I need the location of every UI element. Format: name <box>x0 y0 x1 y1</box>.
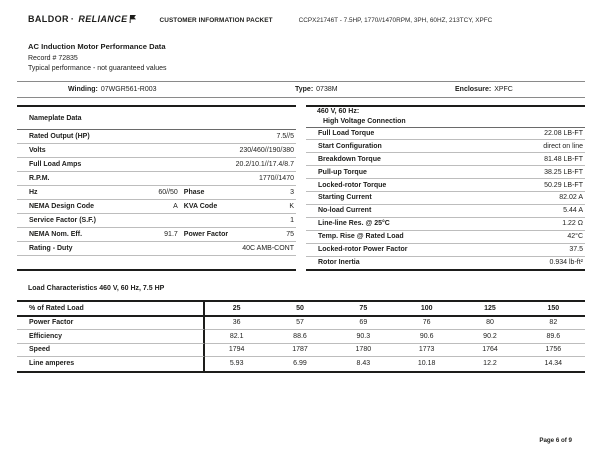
row-label: Service Factor (S.F.) <box>29 217 96 224</box>
load-header-label: % of Rated Load <box>17 302 205 317</box>
winding-value: 07WGR561-R003 <box>100 86 157 93</box>
load-row-value: 14.34 <box>544 360 563 368</box>
row-value: 42°C <box>567 233 583 241</box>
row-label: Locked-rotor Power Factor <box>318 246 408 254</box>
enclosure-label: Enclosure: <box>455 86 492 93</box>
load-table-header-row <box>17 302 585 317</box>
nameplate-pair <box>29 189 178 196</box>
connection-rows <box>306 128 585 270</box>
nameplate-row <box>17 214 296 228</box>
connection-row <box>306 166 585 179</box>
type-label: Type: <box>295 86 314 93</box>
row-value: 1 <box>290 217 294 224</box>
load-table-row <box>17 317 585 331</box>
row-label: Full Load Amps <box>29 161 82 168</box>
row-value: K <box>289 203 294 210</box>
load-row-value: 1780 <box>332 344 395 358</box>
row-value: 1770//1470 <box>258 175 294 182</box>
nameplate-pair <box>184 189 294 196</box>
product-spec: CCPX21746T - 7.5HP, 1770//1470RPM, 3PH, 60HZ, 213TCY, XPFC <box>298 17 493 24</box>
load-row-value: 89.6 <box>522 330 585 344</box>
load-row-value: 10.18 <box>417 360 436 368</box>
row-value: 50.29 LB-FT <box>544 181 583 189</box>
load-row-label: Power Factor <box>17 317 205 331</box>
connection-title-line1: 460 V, 60 Hz: <box>317 108 360 115</box>
nameplate-row <box>17 144 296 158</box>
connection-section-title <box>306 107 585 128</box>
row-label: Full Load Torque <box>318 130 375 138</box>
row-value: 60//50 <box>158 189 178 196</box>
nameplate-row <box>17 186 296 200</box>
row-label: Breakdown Torque <box>318 155 381 163</box>
nameplate-row <box>17 172 296 186</box>
row-label: NEMA Nom. Eff. <box>29 231 83 238</box>
row-value: 40C AMB-CONT <box>242 245 294 252</box>
load-header-value: 150 <box>522 302 585 317</box>
load-table-row <box>17 357 585 371</box>
row-label: R.P.M. <box>29 175 50 182</box>
logo-baldor-text: BALDOR <box>28 14 69 24</box>
connection-row <box>306 205 585 218</box>
load-table-body <box>17 317 585 371</box>
load-characteristics-title: Load Characteristics 460 V, 60 Hz, 7.5 HP <box>28 285 165 292</box>
packet-title: CUSTOMER INFORMATION PACKET <box>159 17 273 24</box>
load-table-row <box>17 344 585 358</box>
row-value: 230/460//190/380 <box>239 147 294 154</box>
title-block <box>28 42 585 72</box>
row-value: 22.08 LB-FT <box>544 130 583 138</box>
row-label: Hz <box>29 189 38 196</box>
load-row-value: 1787 <box>268 344 331 358</box>
page-header <box>17 14 585 24</box>
nameplate-rows <box>17 130 296 256</box>
load-row-value: 8.43 <box>356 360 371 368</box>
load-table-row <box>17 330 585 344</box>
type-cell <box>295 86 455 93</box>
row-value: 0.934 lb-ft² <box>549 259 583 267</box>
load-characteristics-table <box>17 300 585 373</box>
row-label: Rating - Duty <box>29 245 73 252</box>
row-value: 20.2/10.1//17.4/8.7 <box>235 161 294 168</box>
nameplate-column <box>17 105 296 271</box>
nameplate-row <box>17 130 296 144</box>
enclosure-value: XPFC <box>494 86 513 93</box>
row-value: 91.7 <box>164 231 178 238</box>
row-label: Locked-rotor Torque <box>318 181 387 189</box>
row-value: A <box>173 203 178 210</box>
connection-title-line2: High Voltage Connection <box>323 117 406 125</box>
connection-row <box>306 140 585 153</box>
baldor-reliance-logo <box>28 14 136 24</box>
record-number: Record # 72835 <box>28 54 78 62</box>
row-value: 1.22 Ω <box>562 220 583 228</box>
row-label: Volts <box>29 147 46 154</box>
row-value: 82.02 A <box>559 194 583 202</box>
nameplate-pair <box>29 203 178 210</box>
row-label: KVA Code <box>183 203 218 210</box>
winding-cell <box>68 86 295 93</box>
row-label: Pull-up Torque <box>318 168 367 176</box>
load-row-value: 1773 <box>395 344 458 358</box>
load-row-value: 90.3 <box>332 330 395 344</box>
load-row-value: 36 <box>205 317 268 331</box>
winding-label: Winding: <box>68 86 98 93</box>
row-value: 81.48 LB-FT <box>544 155 583 163</box>
nameplate-spacer <box>17 256 296 269</box>
logo-separator-dot: · <box>70 14 75 24</box>
load-header-value: 100 <box>395 302 458 317</box>
load-header-value: 50 <box>268 302 331 317</box>
connection-row <box>306 128 585 141</box>
load-row-value: 80 <box>458 317 521 331</box>
load-row-value: 6.99 <box>293 360 307 368</box>
type-value: 0738M <box>316 86 338 93</box>
document-title: AC Induction Motor Performance Data <box>28 42 166 51</box>
row-value: 7.5//5 <box>276 133 294 140</box>
nameplate-pair <box>184 203 294 210</box>
row-value: 5.44 A <box>563 207 583 215</box>
load-row-value: 82.1 <box>205 330 268 344</box>
load-row-value: 1764 <box>458 344 521 358</box>
load-row-value: 5.93 <box>229 360 244 368</box>
row-label: Power Factor <box>183 231 229 238</box>
row-label: Line-line Res. @ 25°C <box>318 220 390 228</box>
load-row-value: 82 <box>522 317 585 331</box>
row-label: Phase <box>183 189 205 196</box>
load-row-value: 57 <box>268 317 331 331</box>
load-row-value: 69 <box>332 317 395 331</box>
connection-row <box>306 153 585 166</box>
load-row-label: Speed <box>17 344 205 358</box>
connection-row <box>306 192 585 205</box>
connection-row <box>306 231 585 244</box>
connection-row <box>306 257 585 270</box>
load-row-label: Efficiency <box>17 330 205 344</box>
load-row-value: 90.6 <box>395 330 458 344</box>
nameplate-row <box>17 158 296 172</box>
load-row-value: 90.2 <box>458 330 521 344</box>
row-label: Start Configuration <box>318 142 382 150</box>
row-label: No-load Current <box>318 207 372 215</box>
row-label: Temp. Rise @ Rated Load <box>318 233 404 241</box>
nameplate-section-title: Nameplate Data <box>17 107 296 130</box>
load-row-value: 88.6 <box>268 330 331 344</box>
nameplate-row <box>17 242 296 256</box>
load-row-value: 1794 <box>205 344 268 358</box>
nameplate-pair <box>29 231 178 238</box>
load-header-value: 125 <box>458 302 521 317</box>
enclosure-cell <box>455 86 513 93</box>
page-number: Page 6 of 9 <box>539 437 572 444</box>
row-value: direct on line <box>543 142 583 150</box>
row-label: Rated Output (HP) <box>29 133 90 140</box>
load-row-value: 12.2 <box>483 360 497 368</box>
reliance-flag-icon <box>129 15 136 25</box>
logo-reliance-text: RELIANCE <box>78 14 128 24</box>
row-label: Starting Current <box>318 194 372 202</box>
connection-row <box>306 179 585 192</box>
load-header-value: 75 <box>332 302 395 317</box>
load-row-label: Line amperes <box>17 357 205 371</box>
connection-column <box>306 105 585 271</box>
nameplate-section <box>17 105 585 271</box>
row-value: 3 <box>290 189 294 196</box>
connection-row <box>306 244 585 257</box>
row-value: 37.5 <box>569 246 583 254</box>
row-label: Rotor Inertia <box>318 259 360 267</box>
winding-header-row <box>17 81 585 98</box>
performance-note: Typical performance - not guaranteed values <box>28 65 167 72</box>
load-row-value: 1756 <box>522 344 585 358</box>
nameplate-row <box>17 228 296 242</box>
load-header-value: 25 <box>205 302 268 317</box>
row-label: NEMA Design Code <box>29 203 95 210</box>
row-value: 75 <box>286 231 294 238</box>
row-value: 38.25 LB-FT <box>544 168 583 176</box>
connection-row <box>306 218 585 231</box>
nameplate-pair <box>184 231 294 238</box>
load-row-value: 76 <box>395 317 458 331</box>
nameplate-row <box>17 200 296 214</box>
